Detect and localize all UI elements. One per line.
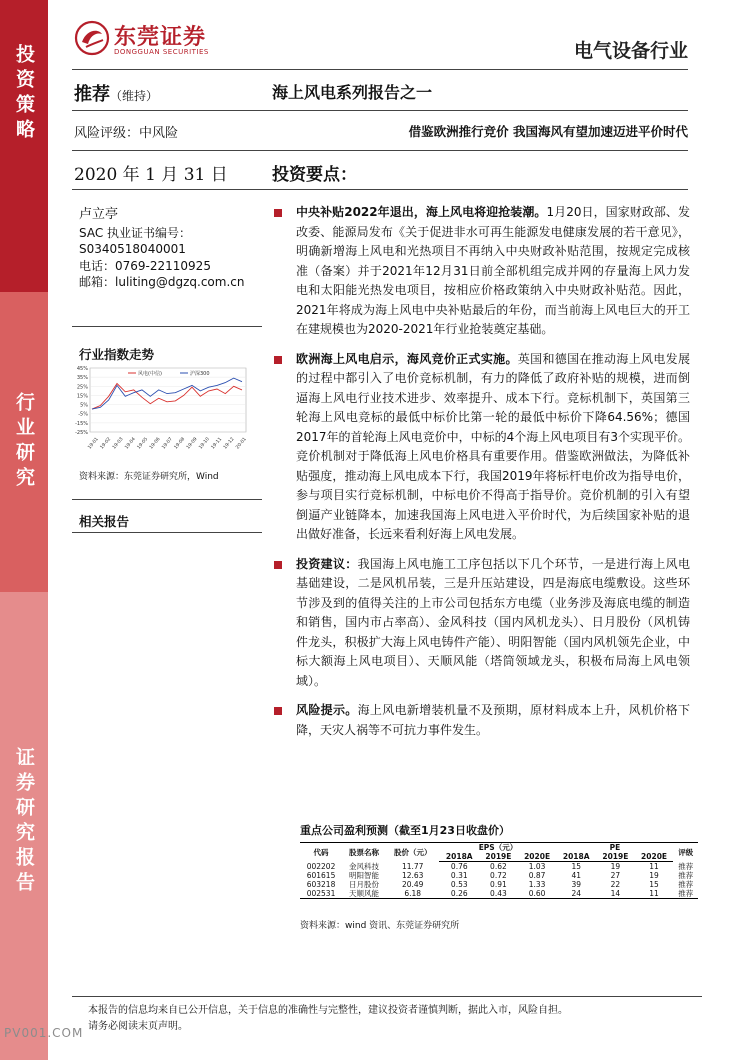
table-cell: 推荐: [678, 861, 694, 871]
index-chart-title: 行业指数走势: [79, 347, 155, 362]
sidebar-section-text: 行业研究: [13, 392, 35, 492]
x-tick-label: 20-01: [235, 436, 248, 451]
col-year: 2018A: [556, 852, 596, 862]
table-cell: 002531: [300, 889, 342, 899]
col-price: 股价（元）: [386, 843, 440, 862]
disclaimer-link[interactable]: 请务必阅读末页声明。: [88, 1021, 188, 1032]
col-year: 2020E: [635, 852, 674, 862]
series-line-0: [92, 384, 242, 410]
report-date: 2020 年 1 月 31 日: [74, 165, 228, 185]
brand-subtitle: DONGGUAN SECURITIES: [114, 48, 209, 56]
legend-label: 风电(中信): [138, 371, 162, 377]
analyst-sac-number: S0340518040001: [79, 242, 186, 256]
title-divider: [72, 110, 688, 111]
key-points: [272, 203, 690, 750]
header-divider: [72, 69, 688, 70]
table-cell: 推荐: [678, 880, 694, 889]
left-sidebar-strip: [0, 0, 48, 1060]
forecast-table-title: 重点公司盈利预测（截至1月23日收盘价）: [300, 824, 510, 837]
col-year: 2019E: [479, 852, 518, 862]
x-tick-label: 19-11: [210, 436, 224, 451]
bullet-subsidy: [272, 203, 690, 340]
col-pe: PE: [556, 843, 673, 853]
table-cell: 15: [649, 880, 659, 889]
col-name: 股票名称: [342, 843, 386, 862]
table-cell: 0.91: [490, 880, 507, 889]
forecast-table-source: 资料来源：wind 资讯、东莞证券研究所: [300, 921, 460, 931]
col-year: 2019E: [596, 852, 635, 862]
sidebar-section-text: 投资策略: [13, 44, 35, 144]
table-cell: 603218: [306, 880, 336, 889]
risk-rating: 风险评级：中风险: [74, 126, 179, 141]
bullet-body: 我国海上风电施工工序包括以下几个环节，一是进行海上风电基础建设，二是风机吊装，三是升压站建设，四是海底电缆敷设。这些环节涉及到的值得关注的上市公司包括东方电缆（业务涉及海底电缆的制造和销售，国内市占率高）、金风科技（国内风机龙头）、日月股份（风机铸件龙头，积极扩大海上风电铸件产能）、明阳智能（国内风机领先企业，中标大额海上风电项目）、天顺风能（塔筒领域龙头，积极布局海上风电领域）。: [296, 556, 690, 688]
y-tick-label: -5%: [78, 411, 88, 418]
table-cell: 22: [610, 880, 621, 889]
x-tick-label: 19-07: [161, 436, 174, 451]
bullet-heading: 中央补贴2022年退出，海上风电将迎抢装潮。: [296, 205, 547, 219]
table-cell: 002202: [306, 861, 336, 871]
x-tick-label: 19-06: [149, 436, 162, 451]
bullet-square-icon: [274, 209, 282, 217]
x-tick-label: 19-08: [173, 436, 187, 451]
table-cell: 6.18: [386, 889, 440, 899]
col-eps: EPS（元）: [439, 843, 556, 853]
col-year: 2018A: [439, 852, 479, 862]
disclaimer: [88, 1003, 698, 1035]
bullet-investment: [272, 555, 690, 692]
table-cell: 39: [571, 880, 581, 889]
table-cell: 1.33: [528, 880, 546, 889]
table-cell: 天顺风能: [342, 889, 386, 899]
analyst-name: 卢立亭: [79, 207, 119, 222]
index-chart-source: 资料来源：东莞证券研究所，Wind: [79, 472, 219, 482]
sidebar-section-text: 证券研究报告: [13, 747, 35, 897]
bullet-body: 海上风电新增装机量不及预期，原材料成本上升，风机价格下降，天灾人祸等不可抗力事件发生。: [296, 703, 690, 737]
index-trend-chart: [70, 362, 250, 462]
analyst-email[interactable]: 邮箱：luliting@dgzq.com.cn: [79, 275, 245, 289]
x-tick-label: 19-04: [124, 436, 137, 451]
related-divider: [72, 532, 262, 533]
y-tick-label: 35%: [76, 375, 88, 382]
x-tick-label: 19-09: [186, 436, 199, 451]
x-tick-label: 19-05: [136, 436, 150, 451]
watermark: PV001.COM: [4, 1026, 84, 1040]
table-cell: 金风科技: [349, 861, 380, 871]
sidebar-section-securities: [0, 592, 48, 1060]
brand-emblem-icon: [74, 20, 110, 56]
section-divider: [72, 189, 688, 190]
analyst-sac-label: SAC 执业证书编号：: [79, 225, 192, 240]
y-tick-label: 25%: [76, 384, 88, 391]
y-tick-label: 45%: [76, 366, 88, 372]
table-cell: 1.03: [528, 862, 546, 871]
table-cell: 0.43: [479, 889, 518, 899]
footer-divider: [72, 996, 702, 997]
table-cell: 20.49: [401, 880, 424, 889]
bullet-square-icon: [274, 561, 282, 569]
x-tick-label: 19-12: [223, 436, 236, 451]
col-rating: 评级: [673, 843, 698, 862]
table-cell: 推荐: [678, 871, 694, 880]
rating-label: 推荐（维持）: [74, 84, 159, 105]
analyst-info: [79, 207, 244, 291]
disclaimer-line: 本报告的信息均来自已公开信息，关于信息的准确性与完整性，建议投资者谨慎判断，据此入市，风险自担。: [88, 1005, 568, 1016]
table-cell: 推荐: [673, 889, 698, 899]
brand-logo: [74, 18, 224, 62]
table-row: [300, 889, 698, 899]
table-cell: 0.31: [450, 871, 468, 880]
table-row: [300, 862, 698, 872]
bullet-square-icon: [274, 707, 282, 715]
brand-name: 东莞证券: [114, 24, 207, 50]
table-cell: 0.76: [450, 862, 468, 871]
table-cell: 11.77: [401, 861, 424, 871]
table-cell: 41: [571, 871, 581, 880]
bullet-europe: [272, 350, 690, 545]
subtitle-divider: [72, 150, 688, 151]
table-cell: 11: [635, 889, 674, 899]
x-tick-label: 19-10: [198, 436, 211, 451]
rating-note: （维持）: [110, 89, 159, 103]
table-row: [300, 880, 698, 889]
col-code: 代码: [300, 843, 342, 862]
table-cell: 27: [610, 871, 621, 880]
x-tick-label: 19-01: [87, 436, 100, 451]
table-cell: 14: [596, 889, 635, 899]
table-cell: 明阳智能: [349, 871, 380, 880]
bullet-body: 英国和德国在推动海上风电发展的过程中都引入了电价竞标机制，有力的降低了政府补贴的规模，进而倒逼海上风电行业技术进步、效率提升、成本下行。竞标机制下，英国第三轮海上风电竞标的最低中标价比第一轮的最低中标价下降64.56%；德国2017年的首轮海上风电竞价中，中标的4个海上风电项目有3个实现平价。竞价机制对于降低海上风电价格具有重要作用。借鉴欧洲做法，为降低补贴强度，推动海上风电成本下行，我国2019年将标杆电价改为指导电价，参与项目实行竞标机制，中标电价不得高于指导价。竞价机制的引入有望倒逼产业链降本，加速我国海上风电进入平价时代，为后续国家补贴的退出做好准备，长远来看利好海上风电发展。: [296, 351, 690, 541]
analyst-phone: 电话：0769-22110925: [79, 258, 211, 273]
table-cell: 19: [610, 862, 621, 871]
table-cell: 0.26: [439, 889, 479, 899]
chart-frame: [90, 368, 246, 432]
table-cell: 12.63: [401, 871, 424, 880]
bullet-heading: 投资建议：: [296, 556, 358, 571]
y-tick-label: -15%: [75, 420, 88, 427]
bullet-body: 1月20日，国家财政部、发改委、能源局发布《关于促进非水可再生能源发电健康发展的若干意见》，明确新增海上风电和光热项目不再纳入中央财政补贴范围，按规定完成核准（备案）并于2021年12月31日前全部机组完成并网的存量海上风力发电和太阳能光热发电项目，按相应价格政策纳入中央财政补贴范。因此，2021年将成为海上风电中央补贴最后的年份，而当前海上风电巨大的开工在建规模也为2020-2021年行业抢装奠定基础。: [296, 205, 690, 336]
y-tick-label: -25%: [75, 430, 88, 436]
table-cell: 0.72: [490, 871, 507, 880]
table-cell: 日月股份: [349, 880, 380, 889]
table-cell: 0.87: [528, 871, 546, 880]
bullet-square-icon: [274, 356, 282, 364]
industry-label: 电气设备行业: [573, 40, 688, 62]
y-tick-label: 15%: [76, 393, 88, 400]
chart-divider: [72, 499, 262, 500]
sidebar-section-strategy: [0, 0, 48, 292]
analyst-divider: [72, 326, 262, 327]
bullet-heading: 欧洲海上风电启示，海风竞价正式实施。: [296, 351, 518, 366]
bullet-risk: [272, 701, 690, 740]
table-cell: 19: [649, 871, 659, 880]
table-cell: 0.60: [518, 889, 557, 899]
table-cell: 601615: [306, 871, 336, 880]
earnings-forecast-table: [300, 842, 698, 899]
table-cell: 0.53: [450, 880, 468, 889]
table-cell: 24: [556, 889, 596, 899]
sidebar-section-industry: [0, 292, 48, 592]
report-subtitle: 借鉴欧洲推行竞价 我国海风有望加速迈进平价时代: [408, 124, 688, 139]
bullet-heading: 风险提示。: [296, 703, 358, 717]
table-cell: 15: [571, 862, 581, 871]
related-reports-title: 相关报告: [79, 514, 130, 529]
table-cell: 0.62: [490, 862, 507, 871]
x-tick-label: 19-02: [99, 436, 113, 451]
table-row: [300, 871, 698, 880]
report-title: 海上风电系列报告之一: [272, 83, 433, 102]
x-tick-label: 19-03: [112, 436, 125, 451]
legend-label: 沪深300: [190, 371, 210, 377]
y-tick-label: 5%: [80, 402, 88, 409]
table-cell: 11: [649, 862, 659, 871]
section-title: 投资要点：: [272, 165, 357, 185]
col-year: 2020E: [518, 852, 557, 862]
